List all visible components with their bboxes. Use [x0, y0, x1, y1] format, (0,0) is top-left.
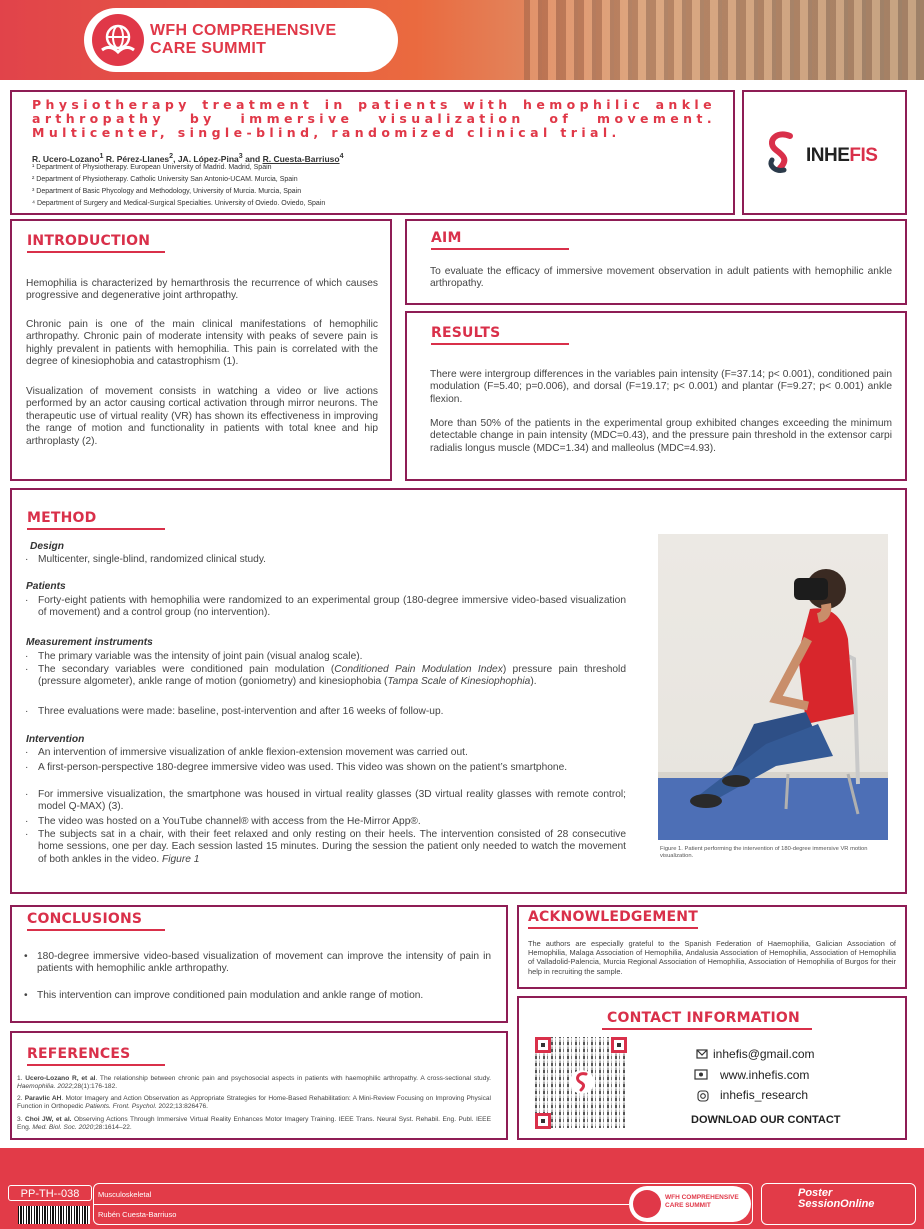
reference-3-number: 3. — [17, 1116, 25, 1123]
intervention-item-5-text: The subjects sat in a chair, with their feet relaxed and only resting on their heels. The intervention consisted of 28 consecutive home sessions, one per day. Each session lasted 15 minutes. During the session the patient only needed to watch the movement of both ankles in the video. — [38, 829, 626, 865]
footer-event-name — [665, 1194, 739, 1210]
intro-paragraph-1: Hemophilia is characterized by hemarthrosis the recurrence of which causes progressive and degenerative joint arthropathy. — [26, 278, 378, 302]
reference-2-author: Paravlic AH — [24, 1095, 62, 1102]
reference-2-number: 2. — [17, 1095, 25, 1102]
measurement-item-2: · The secondary variables were conditioned pain modulation (Conditioned Pain Modulation Index) pressure pain threshold (pressure algometer), ankle range of motion (goniometry) and kinesiophobia (Tampa Scale of Kinesiophophia). — [25, 664, 626, 688]
conclusion-item-1: • 180-degree immersive video-based visualization of movement can improve the intensity of pain in patients with hemophilic ankle arthropathy. — [24, 951, 491, 975]
website-icon — [694, 1069, 708, 1083]
inhefis-logo-icon — [762, 130, 802, 179]
footer-author: Rubén Cuesta-Barriuso — [98, 1210, 177, 1219]
reference-2-journal: Patients. Front. Psychol. — [85, 1103, 157, 1110]
reference-1-title: . The relationship between chronic pain and psychosocial aspects in patients with haemophilic arthropathy. A cross-sectional study. — [95, 1075, 491, 1082]
reference-3-pages: ;28:1614–22. — [93, 1124, 132, 1131]
design-heading — [30, 541, 64, 553]
author-1-sup: 1 — [99, 152, 104, 160]
reference-2-pages: 2022;13:826476. — [156, 1103, 208, 1110]
tampa-scale-name: Tampa Scale of Kinesiophophia — [387, 676, 531, 688]
poster-title: Physiotherapy treatment in patients with hemophilic ankle arthropathy by immersive visualization of movement. Multicenter, single-blind, randomized clinical trial. — [32, 97, 716, 140]
conclusion-item-2: • This intervention can improve conditioned pain modulation and ankle range of motion. — [24, 990, 424, 1001]
reference-1-pages: ;28(1):176-182. — [72, 1083, 118, 1090]
qr-finder-top-right — [611, 1037, 627, 1053]
contact-underline — [602, 1028, 812, 1030]
design-item: · Multicenter, single-blind, randomized clinical study. — [25, 554, 267, 565]
figure-caption: Figure 1. Patient performing the intervention of 180-degree immersive VR motion visualization. — [660, 846, 868, 859]
author-1: R. Ucero-Lozano — [32, 153, 100, 164]
reference-3-title: Observing Actions Through Immersive Virtual Reality Enhances Motor Imagery Training. IEEE Trans. Neural Syst. Rehabil. Eng. Publ. IEEE Eng. — [17, 1116, 491, 1131]
authors: R. Ucero-Lozano$^1$ R. Pérez-Llanes$^2$, JA. López-Pina$^3$ and R. Cuesta-Barriuso$^4$ — [32, 152, 344, 164]
intervention-item-3-text: For immersive visualization, the smartphone was housed in virtual reality glasses (3D virtual reality glasses with remote control; model Q-MAX) (3). — [38, 789, 626, 813]
footer-category: Musculoskeletal — [98, 1190, 152, 1199]
author-and: and — [245, 153, 261, 164]
patients-heading — [26, 581, 66, 593]
contact-website[interactable]: www.inhefis.com — [720, 1068, 810, 1082]
intervention-item-4: · The video was hosted on a YouTube channel® with access from the He-Mirror App®. — [25, 816, 421, 827]
contact-heading: CONTACT INFORMATION — [607, 1010, 800, 1026]
measurement-item-1: · The primary variable was the intensity of joint pain (visual analog scale). — [25, 651, 363, 662]
reference-1-author: Ucero-Lozano R, et al — [25, 1075, 96, 1082]
reference-1-number: 1. — [17, 1075, 26, 1082]
intervention-item-4-text: The video was hosted on a YouTube channel® with access from the He-Mirror App®. — [38, 816, 421, 827]
footer-event-line1: WFH COMPREHENSIVE — [665, 1194, 739, 1201]
intervention-heading-text: Intervention — [26, 734, 85, 745]
reference-3 — [17, 1116, 491, 1132]
globe-hands-icon — [92, 14, 144, 66]
measurement-item-3: · Three evaluations were made: baseline, post-intervention and after 16 weeks of follow-up. — [25, 706, 444, 717]
intervention-item-5: · The subjects sat in a chair, with their feet relaxed and only resting on their heels. The intervention consisted of 28 consecutive home sessions, one per day. Each session lasted 15 minutes. During the session the patient only needed to watch the movement of both ankles in the video. Figure 1 — [25, 829, 626, 865]
conclusion-item-2-text: This intervention can improve conditioned pain modulation and ankle range of motion. — [37, 990, 424, 1001]
reference-3-journal: Med. Biol. Soc. 2020 — [32, 1124, 94, 1131]
acknowledgement-heading: ACKNOWLEDGEMENT — [528, 909, 698, 925]
contact-instagram[interactable]: inhefis_research — [720, 1088, 809, 1102]
figure-reference: Figure 1 — [162, 853, 200, 865]
measurement-item-1-text: The primary variable was the intensity of joint pain (visual analog scale). — [38, 651, 363, 662]
reference-3-author: Choi JW, et al. — [24, 1116, 72, 1123]
measurement-heading-text: Measurement instruments — [26, 637, 153, 648]
event-name-line1: WFH COMPREHENSIVE — [150, 22, 337, 39]
qr-logo-icon — [570, 1070, 594, 1094]
postersession-line2: SessionOnline — [798, 1198, 875, 1210]
email-icon — [696, 1048, 708, 1063]
introduction-underline — [27, 251, 165, 253]
method-heading: METHOD — [27, 510, 97, 526]
results-underline — [431, 343, 569, 345]
reference-2 — [17, 1095, 491, 1111]
aim-text: To evaluate the efficacy of immersive movement observation in adult patients with hemophilic ankle arthropathy. — [430, 266, 892, 290]
barcode — [18, 1206, 90, 1224]
acknowledgement-underline — [528, 927, 698, 929]
patients-item: · Forty-eight patients with hemophilia were randomized to an experimental group (180-degree immersive video-based visualization of movement) and a control group (no intervention). — [25, 595, 626, 619]
inhefis-wordmark — [806, 145, 877, 167]
affiliation-4: ⁴ Department of Surgery and Medical-Surgical Specialties. University of Oviedo. Oviedo, Spain — [32, 200, 326, 207]
qr-finder-bottom-left — [535, 1113, 551, 1129]
intervention-item-1-text: An intervention of immersive visualization of ankle flexion-extension movement was carried out. — [38, 747, 468, 758]
patients-item-text: Forty-eight patients with hemophilia were randomized to an experimental group (180-degree immersive video-based visualization of movement) and a control group (no intervention). — [38, 595, 626, 619]
aim-underline — [431, 248, 569, 250]
intervention-item-2: · A first-person-perspective 180-degree immersive video was used. This video was shown on the patient’s smartphone. — [25, 762, 568, 773]
patients-heading-text: Patients — [26, 581, 66, 592]
intervention-item-1: · An intervention of immersive visualization of ankle flexion-extension movement was carried out. — [25, 747, 468, 758]
poster-code: PP-TH--038 — [8, 1185, 92, 1201]
design-item-text: Multicenter, single-blind, randomized clinical study. — [38, 554, 267, 565]
acknowledgement-text: The authors are especially grateful to the Spanish Federation of Haemophilia, Galician Association of Hemophilia, Malaga Association of Hemophilia, Andalusia Association of Hemophilia, Association of Hemophilia of Valladolid-Palencia, Murcia Regional Association of Hemophilia, Association of Hemophilia of Burgos for their help in recruiting the sample. — [528, 939, 896, 976]
contact-email[interactable]: inhefis@gmail.com — [713, 1047, 815, 1061]
intervention-item-2-text: A first-person-perspective 180-degree immersive video was used. This video was shown on the patient’s smartphone. — [38, 762, 568, 773]
intervention-heading — [26, 734, 84, 746]
conclusion-item-1-text: 180-degree immersive video-based visualization of movement can improve the intensity of pain in patients with hemophilic ankle arthropathy. — [37, 951, 491, 975]
affiliation-1: ¹ Department of Physiotherapy. European University of Madrid. Madrid, Spain — [32, 164, 272, 171]
introduction-heading: INTRODUCTION — [27, 233, 151, 249]
postersession-logo — [798, 1188, 874, 1210]
conclusions-underline — [27, 929, 165, 931]
footer-band — [0, 1148, 924, 1181]
footer-event-line2: CARE SUMMIT — [665, 1202, 711, 1209]
conclusions-heading: CONCLUSIONS — [27, 911, 143, 927]
intro-paragraph-3: Visualization of movement consists in watching a video or live actions performed by an actor causing cortical activation through mirror neurons. The therapeutic use of virtual reality (VR) has shown its effectiveness in improving the range of motion and functionality in patients with total knee and hip arthroplasty (2). — [26, 386, 378, 447]
results-paragraph-1: There were intergroup differences in the variables pain intensity (F=37.14; p< 0.001), conditioned pain modulation (F=5.40; p=0.006), and dorsal (F=19.17; p< 0.001) and plantar (F=9.27; p< 0.001) ankle flexion. — [430, 369, 892, 405]
event-name — [150, 22, 336, 58]
author-3-sup: 3 — [238, 152, 243, 160]
references-heading: REFERENCES — [27, 1046, 131, 1062]
affiliation-2: ² Department of Physiotherapy. Catholic University San Antonio-UCAM. Murcia, Spain — [32, 176, 298, 183]
author-2-sup: 2 — [169, 152, 174, 160]
author-4: R. Cuesta-Barriuso — [262, 153, 340, 164]
logo-part1: INHE — [806, 145, 850, 166]
cpm-index-name: Conditioned Pain Modulation Index — [334, 664, 503, 675]
affiliation-3: ³ Department of Basic Phycology and Methodology, University of Murcia. Murcia, Spain — [32, 188, 302, 195]
intervention-item-3: · For immersive visualization, the smartphone was housed in virtual reality glasses (3D virtual reality glasses with remote control; model Q-MAX) (3). — [25, 789, 626, 813]
aim-heading: AIM — [431, 230, 462, 246]
reference-1-journal: Haemophilia. 2022 — [17, 1083, 72, 1090]
reference-2-title: . Motor Imagery and Action Observation as Appropriate Strategies for Home-Based Rehabilitation: A Mini-Review Focusing on Improving Physical Function in Orthopedic — [17, 1095, 491, 1110]
design-heading-text: Design — [30, 541, 64, 552]
method-underline — [27, 528, 165, 530]
references-underline — [27, 1064, 165, 1066]
footer-globe-icon — [633, 1190, 661, 1218]
intro-paragraph-2: Chronic pain is one of the main clinical manifestations of hemophilic arthropathy. Chronic pain of moderate intensity with peaks of severe pain is highly prevalent in patients with hemophilia. This pain is correlated with the degree of kinesiophobia and catastrophism (1). — [26, 319, 378, 368]
event-name-line2: CARE SUMMIT — [150, 40, 267, 57]
author-3: JA. López-Pina — [177, 153, 239, 164]
patient-vr-photo — [658, 534, 888, 840]
qr-finder-top-left — [535, 1037, 551, 1053]
measurement-heading — [26, 637, 153, 649]
postersession-line1: Poster — [798, 1187, 833, 1199]
download-contact-label: DOWNLOAD OUR CONTACT — [691, 1114, 841, 1126]
footer-divider — [93, 1204, 629, 1205]
author-2: R. Pérez-Llanes — [105, 153, 170, 164]
results-heading: RESULTS — [431, 325, 501, 341]
author-4-sup: 4 — [339, 152, 344, 160]
aim-box — [405, 219, 907, 305]
results-paragraph-2: More than 50% of the patients in the experimental group exhibited changes exceeding the minimum detectable change in pain intensity (MDC=0.43), and the pressure pain threshold in the extensor carpi radialis longus muscle (MDC=1.34) and malleolus (MDC=4.93). — [430, 418, 892, 454]
measurement-item-2-a: The secondary variables were conditioned pain modulation ( — [38, 664, 335, 675]
reference-1 — [17, 1075, 491, 1091]
measurement-item-3-text: Three evaluations were made: baseline, post-intervention and after 16 weeks of follow-up. — [38, 706, 444, 717]
instagram-icon — [697, 1090, 709, 1105]
measurement-item-2-e: ). — [530, 676, 537, 688]
city-photo — [524, 0, 924, 80]
logo-part2: FIS — [849, 145, 878, 166]
measurement-item-2-c: ) pressure pain threshold (pressure algometer), ankle range of motion (goniometry) and kinesiophobia ( — [38, 664, 626, 688]
